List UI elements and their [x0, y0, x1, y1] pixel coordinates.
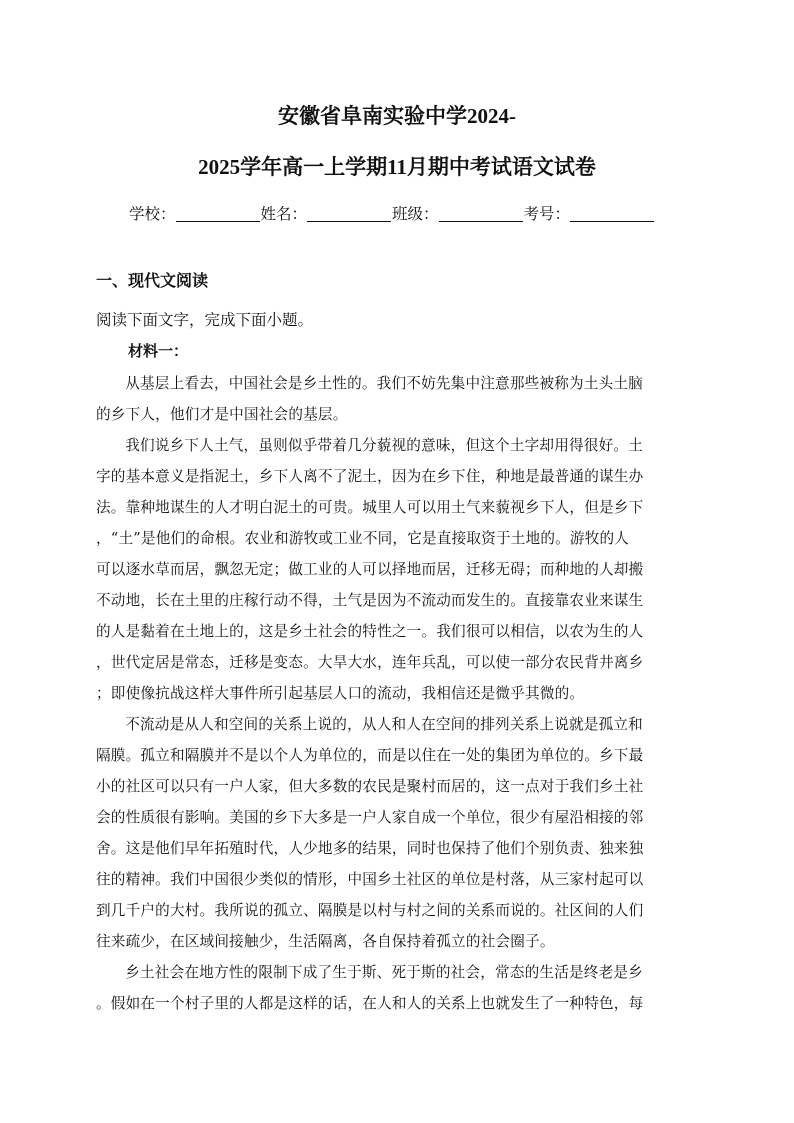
exam-title-line-2: 2025学年高一上学期11月期中考试语文试卷	[198, 155, 596, 179]
paragraph	[96, 430, 698, 709]
reading-instruction: 阅读下面文字，完成下面小题。	[96, 312, 314, 329]
text-line: 。假如在一个村子里的人都是这样的话，在人和人的关系上也就发生了一种特色，每	[96, 995, 644, 1012]
text-line: 会的性质很有影响。美国的乡下大多是一户人家自成一个单位，很少有屋沿相接的邻	[96, 809, 644, 826]
text-line: 字的基本意义是指泥土，乡下人离不了泥土，因为在乡下住，种地是最普通的谋生办	[96, 468, 644, 485]
text-line: 法。靠种地谋生的人才明白泥土的可贵。城里人可以用土气来藐视乡下人，但是乡下	[96, 499, 644, 516]
name-blank	[307, 206, 391, 222]
text-line: 我们说乡下人土气，虽则似乎带着几分藐视的意味，但这个土字却用得很好。土	[125, 437, 643, 454]
text-line: ，“土”是他们的命根。农业和游牧或工业不同，它是直接取资于土地的。游牧的人	[96, 530, 630, 547]
paragraph	[96, 709, 698, 957]
text-line: 的人是黏着在土地上的，这是乡土社会的特性之一。我们很可以相信，以农为生的人	[96, 623, 644, 640]
student-info-line	[129, 205, 689, 225]
paragraph	[96, 957, 698, 1019]
text-line: ，世代定居是常态，迁移是变态。大旱大水，连年兵乱，可以使一部分农民背井离乡	[96, 654, 644, 671]
name-field	[261, 205, 393, 225]
school-label: 学校：	[129, 206, 176, 223]
exam-title-line-1: 安徽省阜南实验中学2024-	[278, 104, 516, 128]
paragraph	[96, 368, 698, 430]
reading-passage	[96, 368, 698, 1019]
exam-number-blank	[570, 206, 654, 222]
text-line: 不动地，长在土里的庄稼行动不得，土气是因为不流动而发生的。直接靠农业来谋生	[96, 592, 644, 609]
name-label: 姓名：	[260, 206, 308, 223]
school-field	[129, 205, 261, 225]
class-field	[392, 205, 524, 225]
exam-number-field	[524, 205, 656, 225]
material-label: 材料一：	[128, 343, 189, 360]
text-line: 到几千户的大村。我所说的孤立、隔膜是以村与村之间的关系而说的。社区间的人们	[96, 902, 644, 919]
class-blank	[439, 206, 523, 222]
text-line: ；即使像抗战这样大事件所引起基层人口的流动，我相信还是微乎其微的。	[96, 685, 585, 702]
text-line: 的乡下人，他们才是中国社会的基层。	[96, 406, 348, 423]
text-line: 往来疏少，在区域间接触少，生活隔离，各自保持着孤立的社会圈子。	[96, 933, 555, 950]
class-label: 班级：	[392, 206, 439, 223]
section-heading: 一、现代文阅读	[96, 273, 209, 290]
text-line: 乡土社会在地方性的限制下成了生于斯、死于斯的社会，常态的生活是终老是乡	[125, 964, 643, 981]
text-line: 从基层上看去，中国社会是乡土性的。我们不妨先集中注意那些被称为土头土脑	[125, 375, 643, 392]
text-line: 隔膜。孤立和隔膜并不是以个人为单位的，而是以住在一处的集团为单位的。乡下最	[96, 747, 644, 764]
exam-number-label: 考号：	[523, 206, 571, 223]
school-blank	[176, 206, 260, 222]
text-line: 往的精神。我们中国很少类似的情形，中国乡土社区的单位是村落，从三家村起可以	[96, 871, 644, 888]
text-line: 舍。这是他们早年拓殖时代，人少地多的结果，同时也保持了他们个别负责、独来独	[96, 840, 644, 857]
text-line: 小的社区可以只有一户人家，但大多数的农民是聚村而居的，这一点对于我们乡土社	[96, 778, 644, 795]
text-line: 不流动是从人和空间的关系上说的，从人和人在空间的排列关系上说就是孤立和	[125, 716, 643, 733]
text-line: 可以逐水草而居，飘忽无定；做工业的人可以择地而居，迁移无碍；而种地的人却搬	[96, 561, 644, 578]
